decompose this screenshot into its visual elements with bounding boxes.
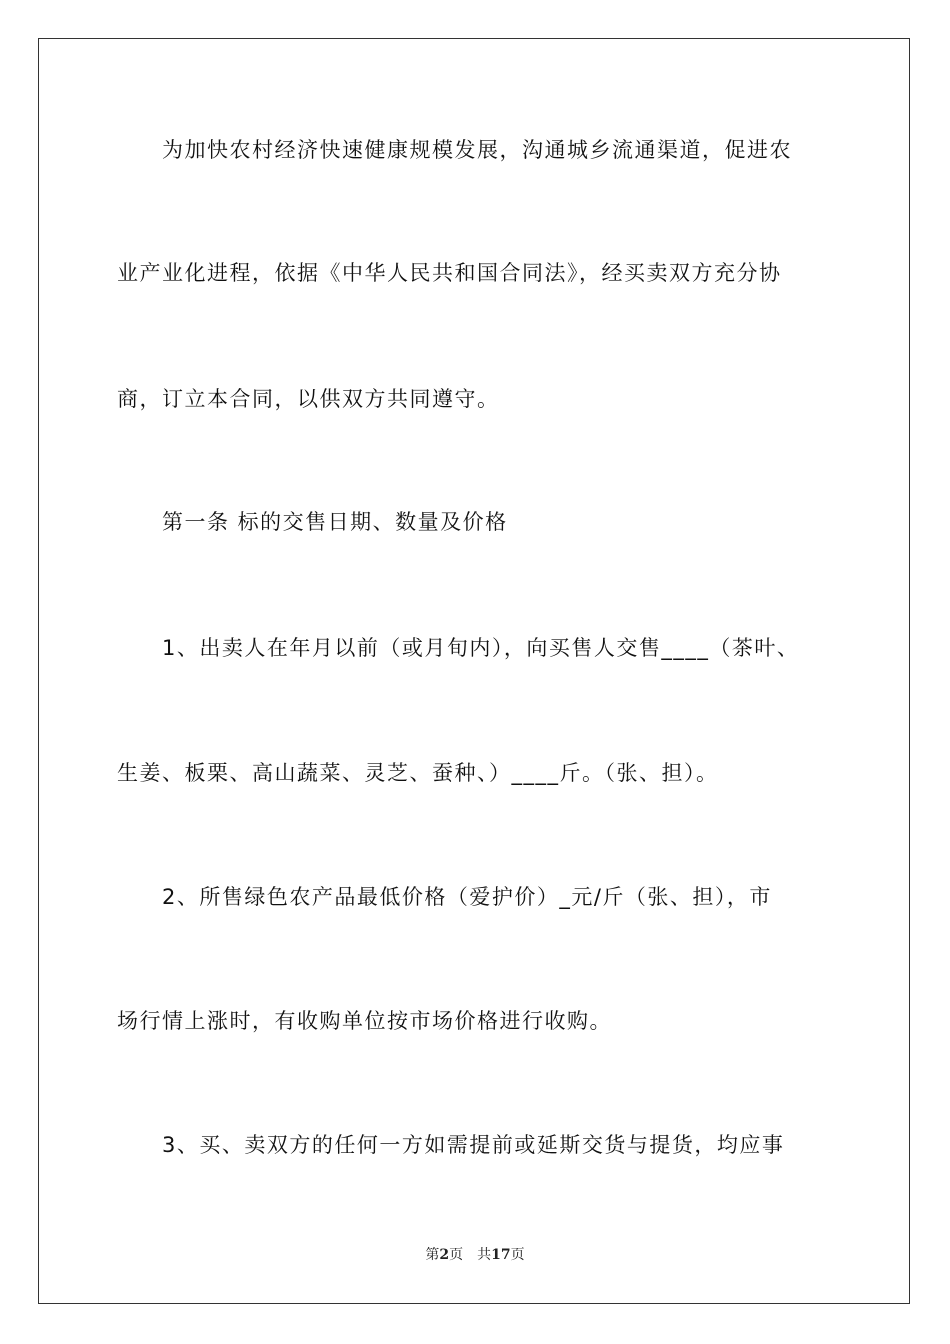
paragraph-line-2: 业产业化进程，依据《中华人民共和国合同法》，经买卖双方充分协 bbox=[117, 261, 782, 285]
footer-page-number: 2 bbox=[439, 1247, 450, 1263]
paragraph-line-5: 1、出卖人在年月以前（或月旬内），向买售人交售____（茶叶、 bbox=[162, 636, 800, 660]
paragraph-line-6: 生姜、板栗、高山蔬菜、灵芝、蚕种、）____斤。（张、担）。 bbox=[117, 761, 719, 785]
paragraph-line-1: 为加快农村经济快速健康规模发展，沟通城乡流通渠道，促进农 bbox=[162, 138, 792, 162]
footer-total-pages: 17 bbox=[491, 1247, 511, 1263]
footer-total-suffix: 页 bbox=[510, 1247, 525, 1263]
footer-page-prefix: 第 bbox=[425, 1247, 440, 1263]
page-footer bbox=[0, 1245, 950, 1265]
footer-page-suffix: 页 bbox=[449, 1247, 464, 1263]
article-heading: 第一条 标的交售日期、数量及价格 bbox=[162, 510, 508, 534]
paragraph-line-9: 3、买、卖双方的任何一方如需提前或延斯交货与提货，均应事 bbox=[162, 1133, 785, 1157]
paragraph-line-7: 2、所售绿色农产品最低价格（爱护价）_元/斤（张、担），市 bbox=[162, 885, 772, 909]
paragraph-line-3: 商，订立本合同，以供双方共同遵守。 bbox=[117, 387, 500, 411]
page-frame bbox=[38, 38, 910, 1304]
footer-total-prefix: 共 bbox=[477, 1247, 492, 1263]
paragraph-line-8: 场行情上涨时，有收购单位按市场价格进行收购。 bbox=[117, 1009, 612, 1033]
